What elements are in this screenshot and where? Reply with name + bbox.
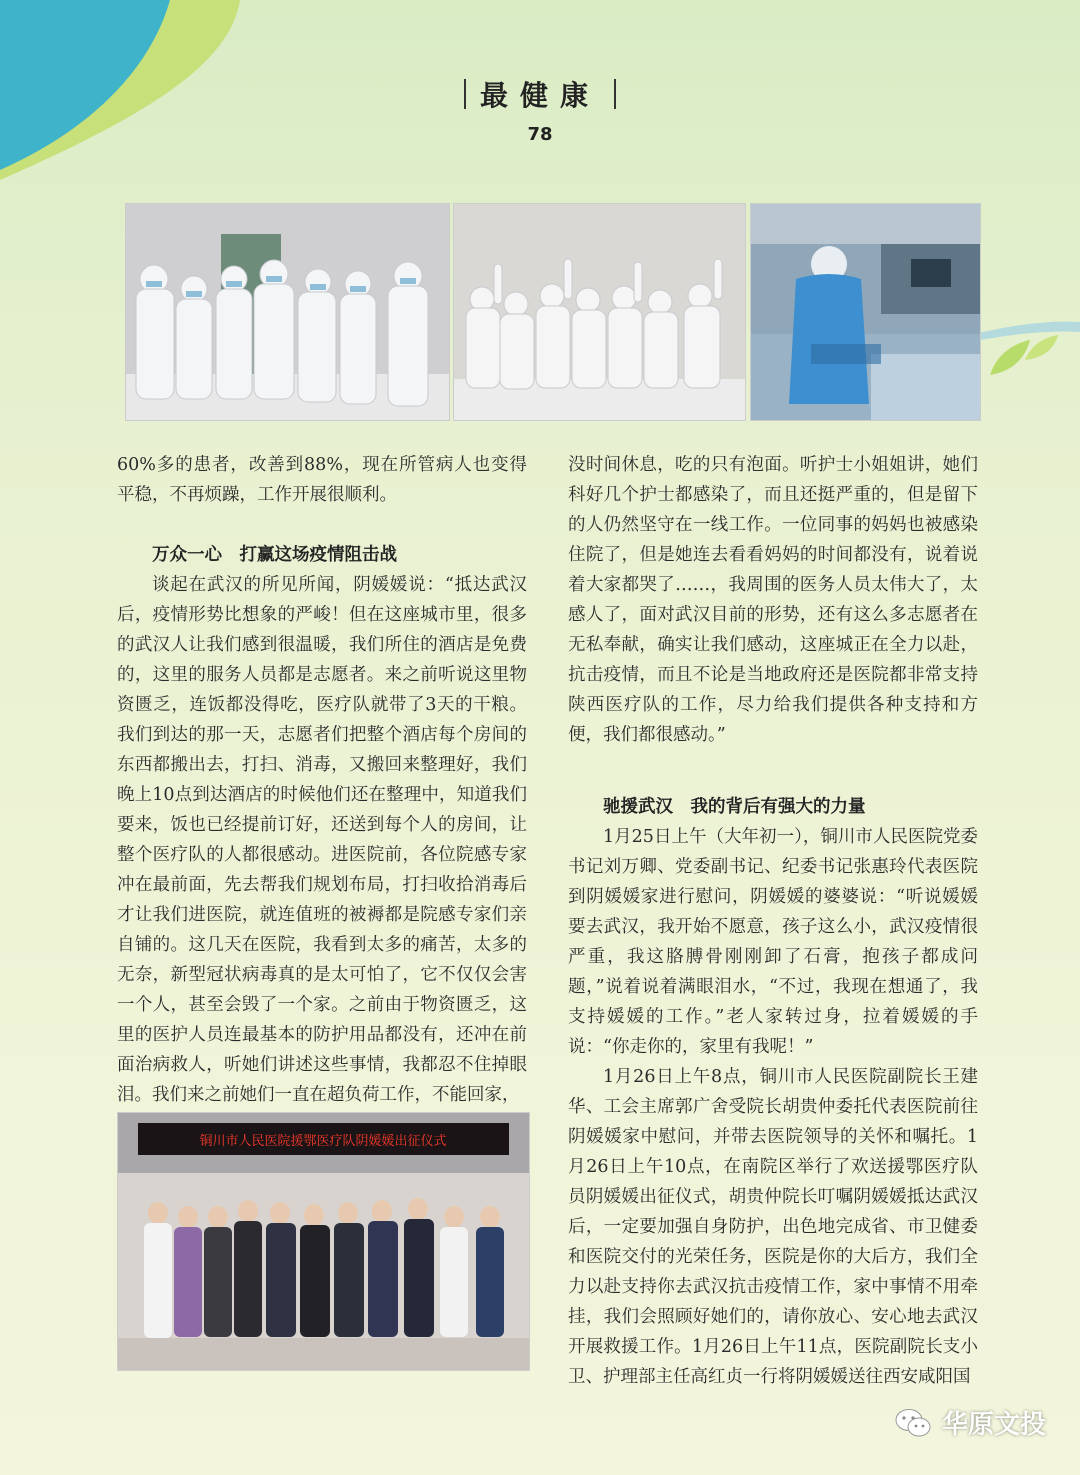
photo-farewell-ceremony xyxy=(117,1112,530,1371)
photo-team-thumbs-up xyxy=(125,203,450,421)
left-text-column xyxy=(117,450,527,1110)
right-text-column xyxy=(568,450,978,1392)
page-header xyxy=(0,74,1080,145)
paragraph: 1月25日上午（大年初一），铜川市人民医院党委书记刘万卿、党委副书记、纪委书记张惠玲代表医院到阴媛媛家进行慰问，阴媛媛的婆婆说：“听说媛媛要去武汉，我开始不愿意，孩子这么小，武汉疫情很严重，我这胳膊骨刚刚卸了石膏，抱孩子都成问题，”说着说着满眼泪水，“不过，我现在想通了，我支持媛媛的工作。”老人家转过身，拉着媛媛的手说：“你走你的，家里有我呢！” xyxy=(568,827,978,1057)
wechat-icon xyxy=(894,1407,932,1439)
led-banner-text: 铜川市人民医院援鄂医疗队阴媛媛出征仪式 xyxy=(199,1134,447,1149)
paragraph: 1月26日上午8点，铜川市人民医院副院长王建华、工会主席郭广舍受院长胡贵仲委托代表医院前往阴媛媛家中慰问，并带去医院领导的关怀和嘱托。1月26日上午10点，在南院区举行了欢送援鄂医疗队员阴媛媛出征仪式，胡贵仲院长叮嘱阴媛媛抵达武汉后，一定要加强自身防护，出色地完成省、市卫健委和医院交付的光荣任务，医院是你的大后方，我们全力以赴支持你去武汉抗击疫情工作，家中事情不用牵挂，我们会照顾好她们的，请你放心、安心地去武汉开展救援工作。1月26日上午11点，医院副院长支小卫、护理部主任高红贞一行将阴媛媛送往西安咸阳国 xyxy=(568,1067,978,1387)
header-right-bar xyxy=(614,79,616,109)
paragraph: 60%多的患者，改善到88%，现在所管病人也变得平稳，不再烦躁，工作开展很顺利。 xyxy=(117,455,527,505)
photo-icu-ward xyxy=(750,203,981,421)
section-title: 最健康 xyxy=(479,79,600,112)
watermark xyxy=(894,1404,1046,1441)
page-number: 78 xyxy=(527,124,553,145)
paragraph: 谈起在武汉的所见所闻，阴媛媛说：“抵达武汉后，疫情形势比想象的严峻！但在这座城市里，很多的武汉人让我们感到很温暖，我们所住的酒店是免费的，这里的服务人员都是志愿者。来之前听说这里物资匮乏，连饭都没得吃，医疗队就带了3天的干粮。我们到达的那一天，志愿者们把整个酒店每个房间的东西都搬出去，打扫、消毒，又搬回来整理好，我们晚上10点到达酒店的时候他们还在整理中，知道我们要来，饭也已经提前订好，还送到每个人的房间，让整个医疗队的人都很感动。进医院前，各位院感专家冲在最前面，先去帮我们规划布局，打扫收拾消毒后才让我们进医院，就连值班的被褥都是院感专家们亲自铺的。这几天在医院，我看到太多的痛苦，太多的无奈，新型冠状病毒真的是太可怕了，它不仅仅会害一个人，甚至会毁了一个家。之前由于物资匮乏，这里的医护人员连最基本的防护用品都没有，还冲在前面治病救人，听她们讲述这些事情，我都忍不住掉眼泪。我们来之前她们一直在超负荷工作，不能回家， xyxy=(117,575,527,1105)
section-heading: 万众一心 打赢这场疫情阻击战 xyxy=(152,545,397,565)
section-heading: 驰援武汉 我的背后有强大的力量 xyxy=(603,797,866,817)
leaf-decoration xyxy=(970,280,1080,400)
paragraph: 没时间休息，吃的只有泡面。听护士小姐姐讲，她们科好几个护士都感染了，而且还挺严重的，但是留下的人仍然坚守在一线工作。一位同事的妈妈也被感染住院了，但是她连去看看妈妈的时间都没有，说着说着大家都哭了……，我周围的医务人员太伟大了，太感人了，面对武汉目前的形势，还有这么多志愿者在无私奉献，确实让我们感动，这座城正在全力以赴，抗击疫情，而且不论是当地政府还是医院都非常支持陕西医疗队的工作，尽力给我们提供各种支持和方便，我们都很感动。” xyxy=(568,455,978,745)
watermark-text: 华原文投 xyxy=(941,1410,1046,1440)
header-left-bar xyxy=(464,79,466,109)
photo-team-raised-hands xyxy=(453,203,746,421)
